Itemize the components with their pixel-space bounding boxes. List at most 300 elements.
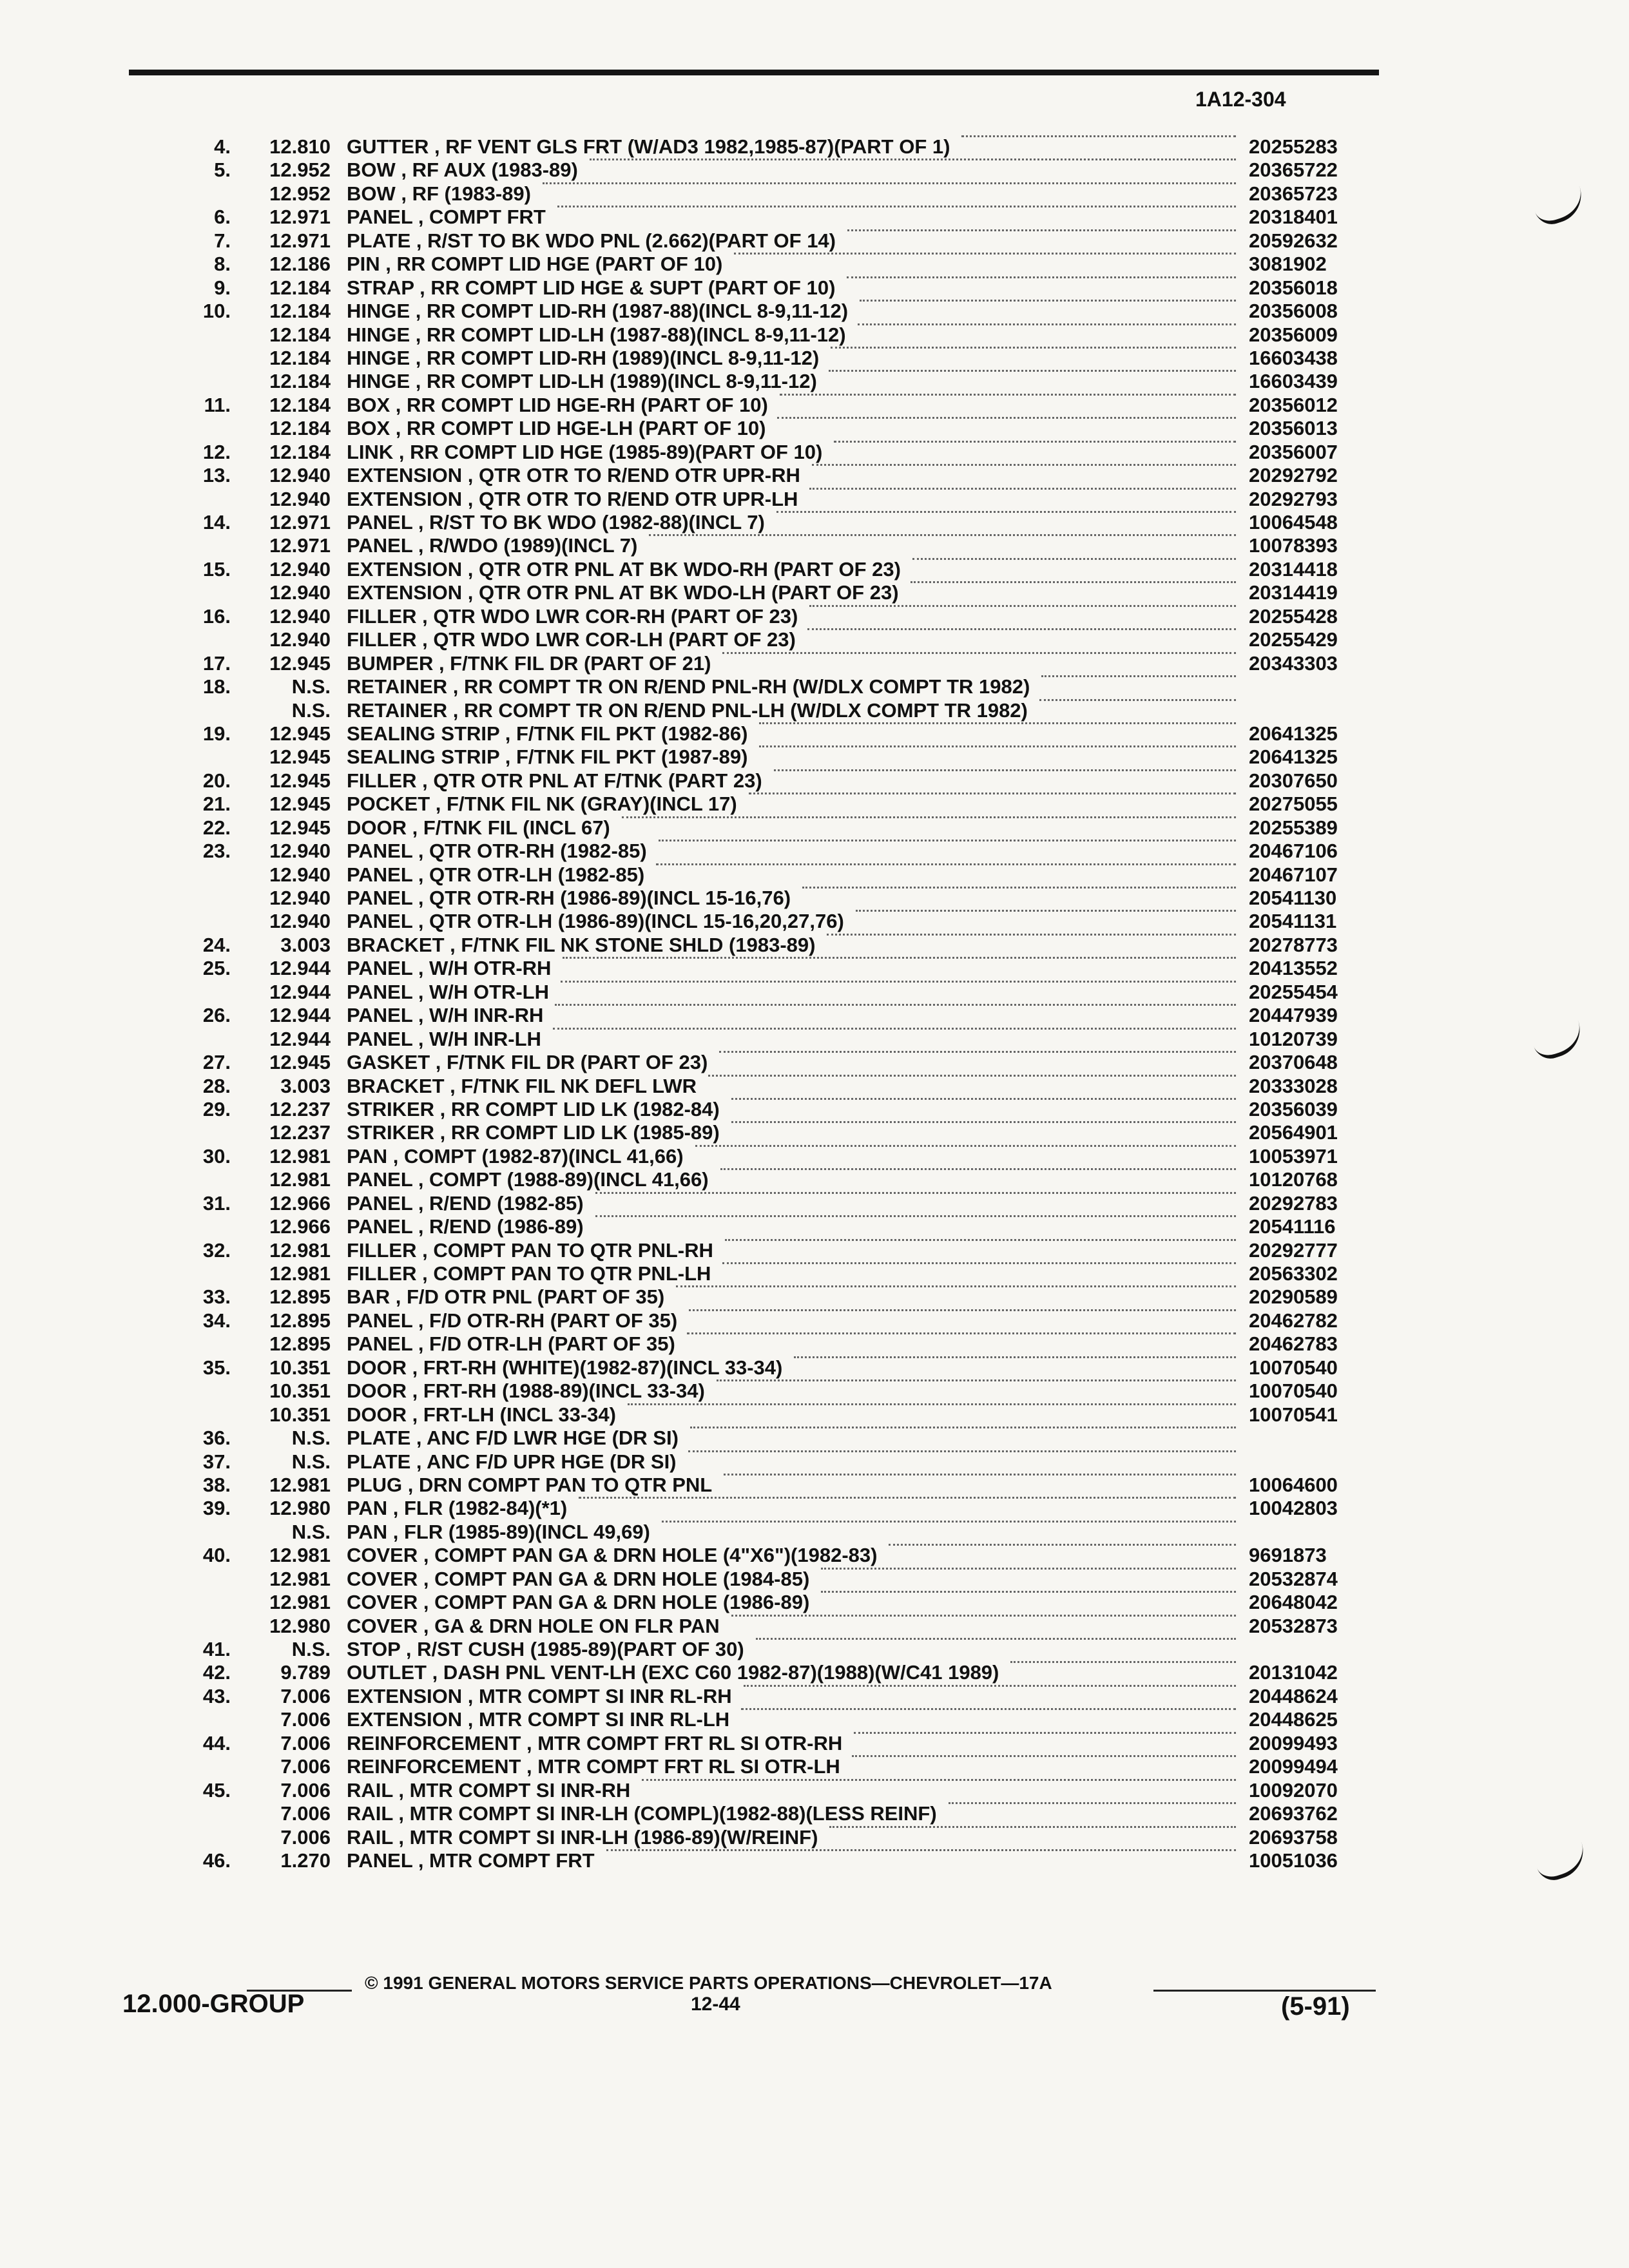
list-item [0,863,1629,887]
part-number: 20356018 [1249,276,1338,299]
list-item [0,581,1629,604]
list-item [0,1779,1629,1802]
part-description: BAR , F/D OTR PNL (PART OF 35) [347,1285,665,1309]
dot-leader [719,1051,1236,1053]
part-number: 10064548 [1249,511,1338,533]
group-number: 12.810 [269,135,331,158]
group-number: 12.184 [269,276,331,299]
group-number: 7.006 [280,1825,331,1849]
part-description: PLATE , R/ST TO BK WDO PNL (2.662)(PART OF 14) [347,229,836,252]
part-description: BRACKET , F/TNK FIL NK DEFL LWR [347,1074,697,1097]
list-item [0,934,1629,957]
group-number: N.S. [291,698,331,722]
dot-leader [847,229,1236,231]
list-item [0,1802,1629,1825]
part-description: HINGE , RR COMPT LID-RH (1987-88)(INCL 8-9,11-12) [347,300,849,323]
list-item [0,1450,1629,1474]
part-description: PANEL , R/ST TO BK WDO (1982-88)(INCL 7) [347,511,765,533]
group-number: 12.184 [269,417,331,440]
dot-leader [759,722,1236,724]
dot-leader [725,1239,1236,1241]
list-item [0,1849,1629,1872]
ref-number: 24. [202,933,231,956]
part-number: 20318401 [1249,206,1338,229]
group-number: 12.980 [269,1497,331,1520]
group-number: 7.006 [280,1708,331,1731]
list-item [0,1379,1629,1403]
group-number: 12.940 [269,487,331,510]
part-description: PANEL , F/D OTR-LH (PART OF 35) [347,1332,675,1356]
ref-number: 33. [202,1285,231,1309]
list-item [0,1309,1629,1332]
list-item [0,441,1629,464]
dot-leader [695,1145,1236,1147]
part-description: PANEL , W/H OTR-RH [347,957,552,980]
ref-number: 37. [202,1450,231,1473]
dot-leader [628,1403,1236,1405]
list-item [0,1497,1629,1520]
group-number: 12.966 [269,1191,331,1215]
part-number: 20532873 [1249,1614,1338,1637]
list-item [0,1708,1629,1731]
part-number: 16603438 [1249,346,1338,369]
dot-leader [809,605,1236,607]
list-item [0,1028,1629,1051]
ref-number: 10. [202,300,231,323]
part-number: 20467107 [1249,863,1338,886]
part-description: PANEL , R/WDO (1989)(INCL 7) [347,534,638,557]
part-number: 20343303 [1249,651,1338,675]
group-number: 12.940 [269,557,331,581]
dot-leader [642,1779,1236,1781]
part-number: 20099494 [1249,1755,1338,1778]
list-item [0,300,1629,323]
part-description: PAN , COMPT (1982-87)(INCL 41,66) [347,1144,684,1168]
part-number: 20541116 [1249,1215,1336,1238]
part-number: 20447939 [1249,1004,1338,1027]
list-item [0,745,1629,769]
dot-leader [595,1192,1236,1194]
part-number: 20448624 [1249,1684,1338,1707]
page-reference: 1A12-304 [1195,88,1286,111]
ref-number: 9. [214,276,231,299]
dot-leader [553,1028,1236,1030]
part-number: 20370648 [1249,1051,1338,1074]
group-number: 12.895 [269,1285,331,1309]
part-description: REINFORCEMENT , MTR COMPT FRT RL SI OTR-LH [347,1755,840,1778]
group-number: 12.945 [269,651,331,675]
dot-leader [563,957,1236,959]
group-number: N.S. [291,1427,331,1450]
part-description: PANEL , QTR OTR-RH (1982-85) [347,840,647,863]
list-item [0,1168,1629,1191]
part-number: 20292793 [1249,487,1338,510]
list-item [0,370,1629,393]
ref-number: 31. [202,1191,231,1215]
dot-leader [649,534,1236,536]
ref-number: 45. [202,1778,231,1802]
dot-leader [776,511,1236,513]
list-item [0,1755,1629,1778]
ref-number: 36. [202,1427,231,1450]
group-number: 12.981 [269,1144,331,1168]
dot-leader [912,558,1236,560]
part-number: 20693762 [1249,1802,1338,1825]
dot-leader [889,1544,1236,1546]
list-item [0,675,1629,698]
part-description: FILLER , COMPT PAN TO QTR PNL-LH [347,1262,711,1285]
ref-number: 14. [202,511,231,533]
dot-leader [555,1004,1236,1006]
dot-leader [858,323,1236,325]
part-number: 20255429 [1249,628,1338,651]
dot-leader [659,840,1236,841]
part-number: 20290589 [1249,1285,1338,1309]
group-number: N.S. [291,1638,331,1660]
group-number: 12.945 [269,769,331,792]
part-description: STRAP , RR COMPT LID HGE & SUPT (PART OF 10) [347,276,836,299]
part-number: 20356013 [1249,417,1338,440]
dot-leader [689,1309,1236,1311]
ref-number: 20. [202,769,231,792]
list-item [0,206,1629,229]
group-number: 12.971 [269,206,331,229]
ref-number: 8. [214,253,231,276]
dot-leader [543,182,1236,184]
dot-leader [662,1521,1236,1523]
ref-number: 30. [202,1144,231,1168]
dot-leader [557,206,1236,207]
part-number: 20292777 [1249,1238,1338,1262]
group-number: 7.006 [280,1778,331,1802]
group-number: 12.981 [269,1168,331,1191]
part-description: PAN , FLR (1985-89)(INCL 49,69) [347,1520,650,1543]
part-description: STRIKER , RR COMPT LID LK (1985-89) [347,1121,720,1144]
dot-leader [821,1591,1236,1593]
list-item [0,417,1629,440]
list-item [0,722,1629,745]
ref-number: 16. [202,604,231,628]
part-number: 20278773 [1249,933,1338,956]
ref-number: 21. [202,793,231,816]
parts-list [0,135,1629,1872]
part-description: RAIL , MTR COMPT SI INR-LH (1986-89)(W/REINF) [347,1825,818,1849]
part-description: PANEL , QTR OTR-LH (1986-89)(INCL 15-16,20,27,76) [347,910,844,933]
list-item [0,394,1629,417]
dot-leader [774,769,1236,771]
list-item [0,699,1629,722]
dot-leader [1041,675,1236,677]
dot-leader [949,1802,1236,1804]
dot-leader [731,1615,1236,1617]
part-description: PLUG , DRN COMPT PAN TO QTR PNL [347,1473,713,1496]
dot-leader [834,441,1236,443]
dot-leader [831,347,1236,349]
part-number: 20365722 [1249,159,1338,182]
group-number: 12.940 [269,628,331,651]
part-number: 20255454 [1249,980,1338,1003]
list-item [0,1521,1629,1544]
part-description: PAN , FLR (1982-84)(*1) [347,1497,568,1520]
dot-leader [744,1685,1236,1687]
part-number: 20563302 [1249,1262,1338,1285]
publication-date: (5-91) [1281,1992,1350,2021]
ref-number: 22. [202,816,231,839]
ref-number: 42. [202,1661,231,1684]
part-description: HINGE , RR COMPT LID-LH (1987-88)(INCL 8-9,11-12) [347,323,846,346]
part-description: EXTENSION , MTR COMPT SI INR RL-LH [347,1708,730,1731]
part-description: LINK , RR COMPT LID HGE (1985-89)(PART OF 10) [347,440,823,463]
part-description: HINGE , RR COMPT LID-LH (1989)(INCL 8-9,11-12) [347,370,817,393]
part-description: FILLER , QTR OTR PNL AT F/TNK (PART 23) [347,769,762,792]
part-number: 20356008 [1249,300,1338,323]
group-number: 12.237 [269,1097,331,1120]
group-number: 12.981 [269,1567,331,1590]
list-item [0,1215,1629,1238]
part-description: PANEL , QTR OTR-RH (1986-89)(INCL 15-16,76) [347,887,791,909]
group-number: 12.981 [269,1238,331,1262]
group-number: 12.940 [269,581,331,604]
list-item [0,1427,1629,1450]
group-number: 12.981 [269,1591,331,1614]
part-number: 16603439 [1249,370,1338,393]
part-description: COVER , COMPT PAN GA & DRN HOLE (1984-85) [347,1567,810,1590]
group-number: 12.981 [269,1544,331,1567]
group-number: 12.184 [269,300,331,323]
part-description: PANEL , W/H INR-LH [347,1027,541,1050]
group-number: 12.184 [269,440,331,463]
group-number: 3.003 [280,933,331,956]
part-number: 20413552 [1249,957,1338,980]
group-number: 7.006 [280,1802,331,1825]
group-number: 1.270 [280,1849,331,1872]
part-number: 20131042 [1249,1661,1338,1684]
part-description: PANEL , W/H OTR-LH [347,980,549,1003]
ref-number: 35. [202,1356,231,1379]
dot-leader [741,1708,1236,1710]
part-description: STRIKER , RR COMPT LID LK (1982-84) [347,1097,720,1120]
part-number: 20592632 [1249,229,1338,252]
list-item [0,1685,1629,1708]
dot-leader [856,910,1236,912]
part-description: SEALING STRIP , F/TNK FIL PKT (1982-86) [347,722,748,745]
part-number: 10078393 [1249,534,1338,557]
list-item [0,229,1629,253]
list-item [0,1121,1629,1144]
dot-leader [579,1497,1236,1499]
part-description: EXTENSION , MTR COMPT SI INR RL-RH [347,1684,732,1707]
list-item [0,464,1629,487]
part-description: BOX , RR COMPT LID HGE-LH (PART OF 10) [347,417,766,440]
part-description: DOOR , FRT-LH (INCL 33-34) [347,1403,616,1426]
part-number: 20356007 [1249,440,1338,463]
list-item [0,1638,1629,1661]
group-number: 12.237 [269,1121,331,1144]
part-description: REINFORCEMENT , MTR COMPT FRT RL SI OTR-RH [347,1731,843,1754]
dot-leader [807,628,1236,630]
part-number: 20356009 [1249,323,1338,346]
part-description: PANEL , R/END (1986-89) [347,1215,584,1238]
dot-leader [687,1332,1236,1334]
part-number: 20333028 [1249,1074,1338,1097]
group-number: 12.944 [269,980,331,1003]
list-item [0,1544,1629,1567]
group-number: 12.940 [269,464,331,487]
list-item [0,793,1629,816]
part-description: BOX , RR COMPT LID HGE-RH (PART OF 10) [347,393,768,416]
list-item [0,1732,1629,1755]
part-number: 20314419 [1249,581,1338,604]
dot-leader [847,276,1236,278]
group-number: 12.971 [269,229,331,252]
dot-leader [734,253,1236,255]
part-description: FILLER , QTR WDO LWR COR-RH (PART OF 23) [347,604,798,628]
part-number: 20448625 [1249,1708,1338,1731]
part-description: COVER , GA & DRN HOLE ON FLR PAN [347,1614,720,1637]
part-number: 20356012 [1249,393,1338,416]
group-number: 12.940 [269,604,331,628]
list-item [0,1285,1629,1309]
part-description: RAIL , MTR COMPT SI INR-LH (COMPL)(1982-88)(LESS REINF) [347,1802,937,1825]
group-number: 12.945 [269,722,331,745]
group-number: 12.940 [269,910,331,933]
dot-leader [812,464,1236,466]
part-description: DOOR , FRT-RH (WHITE)(1982-87)(INCL 33-34) [347,1356,783,1379]
dot-leader [722,652,1236,654]
ref-number: 46. [202,1849,231,1872]
group-number: N.S. [291,1450,331,1473]
group-number: 12.952 [269,182,331,205]
part-number: 20255283 [1249,135,1338,158]
part-description: FILLER , COMPT PAN TO QTR PNL-RH [347,1238,713,1262]
list-item [0,135,1629,159]
dot-leader [911,581,1236,583]
dot-leader [561,981,1236,983]
part-number: 10120768 [1249,1168,1338,1191]
group-number: 12.945 [269,1051,331,1074]
dot-leader [731,1098,1236,1100]
dot-leader [854,1732,1236,1734]
part-number: 20365723 [1249,182,1338,205]
dot-leader [595,1215,1236,1217]
part-number: 20564901 [1249,1121,1338,1144]
ref-number: 26. [202,1004,231,1027]
part-number: 20541131 [1249,910,1337,933]
part-number: 20255389 [1249,816,1338,839]
ref-number: 18. [202,675,231,698]
dot-leader [852,1755,1236,1757]
part-number: 20462783 [1249,1332,1338,1356]
dot-leader [676,1285,1236,1287]
ref-number: 34. [202,1309,231,1332]
part-description: PANEL , COMPT (1988-89)(INCL 41,66) [347,1168,709,1191]
part-number: 10053971 [1249,1144,1338,1168]
list-item [0,981,1629,1004]
part-description: PLATE , ANC F/D LWR HGE (DR SI) [347,1427,679,1450]
list-item [0,1051,1629,1074]
list-item [0,159,1629,182]
dot-leader [717,1379,1236,1381]
group-number: 12.980 [269,1614,331,1637]
group-number: 12.940 [269,840,331,863]
part-number: 20307650 [1249,769,1338,792]
list-item [0,534,1629,557]
list-item [0,957,1629,980]
list-item [0,652,1629,675]
list-item [0,1075,1629,1098]
dot-leader [794,1356,1236,1358]
list-item [0,1239,1629,1262]
group-number: 12.184 [269,393,331,416]
list-item [0,347,1629,370]
list-item [0,628,1629,651]
dot-leader [722,1262,1236,1264]
group-number: 7.006 [280,1755,331,1778]
group-number: 12.945 [269,816,331,839]
list-item [0,1661,1629,1684]
group-number: 12.952 [269,159,331,182]
dot-leader [961,135,1236,137]
part-description: PANEL , QTR OTR-LH (1982-85) [347,863,645,886]
top-rule [129,70,1379,75]
dot-leader [688,1450,1236,1452]
part-description: STOP , R/ST CUSH (1985-89)(PART OF 30) [347,1638,744,1660]
part-description: HINGE , RR COMPT LID-RH (1989)(INCL 8-9,11-12) [347,346,820,369]
list-item [0,253,1629,276]
part-number: 20255428 [1249,604,1338,628]
ref-number: 23. [202,840,231,863]
part-number: 10070541 [1249,1403,1338,1426]
list-item [0,1098,1629,1121]
part-number: 10120739 [1249,1027,1338,1050]
list-item [0,1474,1629,1497]
ref-number: 29. [202,1097,231,1120]
part-description: BOW , RF (1983-89) [347,182,531,205]
group-number: 12.981 [269,1473,331,1496]
part-number: 20693758 [1249,1825,1338,1849]
ref-number: 12. [202,440,231,463]
ref-number: 7. [214,229,231,252]
part-description: COVER , COMPT PAN GA & DRN HOLE (4"X6")(1982-83) [347,1544,878,1567]
ref-number: 44. [202,1731,231,1754]
list-item [0,1192,1629,1215]
list-item [0,910,1629,933]
dot-leader [860,300,1236,302]
list-item [0,1826,1629,1849]
ref-number: 28. [202,1074,231,1097]
group-number: 12.940 [269,863,331,886]
part-description: OUTLET , DASH PNL VENT-LH (EXC C60 1982-87)(1988)(W/C41 1989) [347,1661,999,1684]
ref-number: 40. [202,1544,231,1567]
dot-leader [622,816,1236,818]
dot-leader [708,1075,1236,1077]
ref-number: 13. [202,464,231,487]
part-number: 9691873 [1249,1544,1327,1567]
list-item [0,276,1629,300]
list-item [0,558,1629,581]
ref-number: 4. [214,135,231,158]
dot-leader [777,417,1236,419]
dot-leader [720,1168,1236,1170]
list-item [0,1591,1629,1614]
group-number: 12.971 [269,511,331,533]
part-description: EXTENSION , QTR OTR PNL AT BK WDO-RH (PART OF 23) [347,557,901,581]
list-item [0,1356,1629,1379]
footer-group-label: 12.000-GROUP [122,1990,305,2018]
part-number: 20356039 [1249,1097,1338,1120]
part-number: 3081902 [1249,253,1327,276]
group-number: N.S. [291,1520,331,1543]
